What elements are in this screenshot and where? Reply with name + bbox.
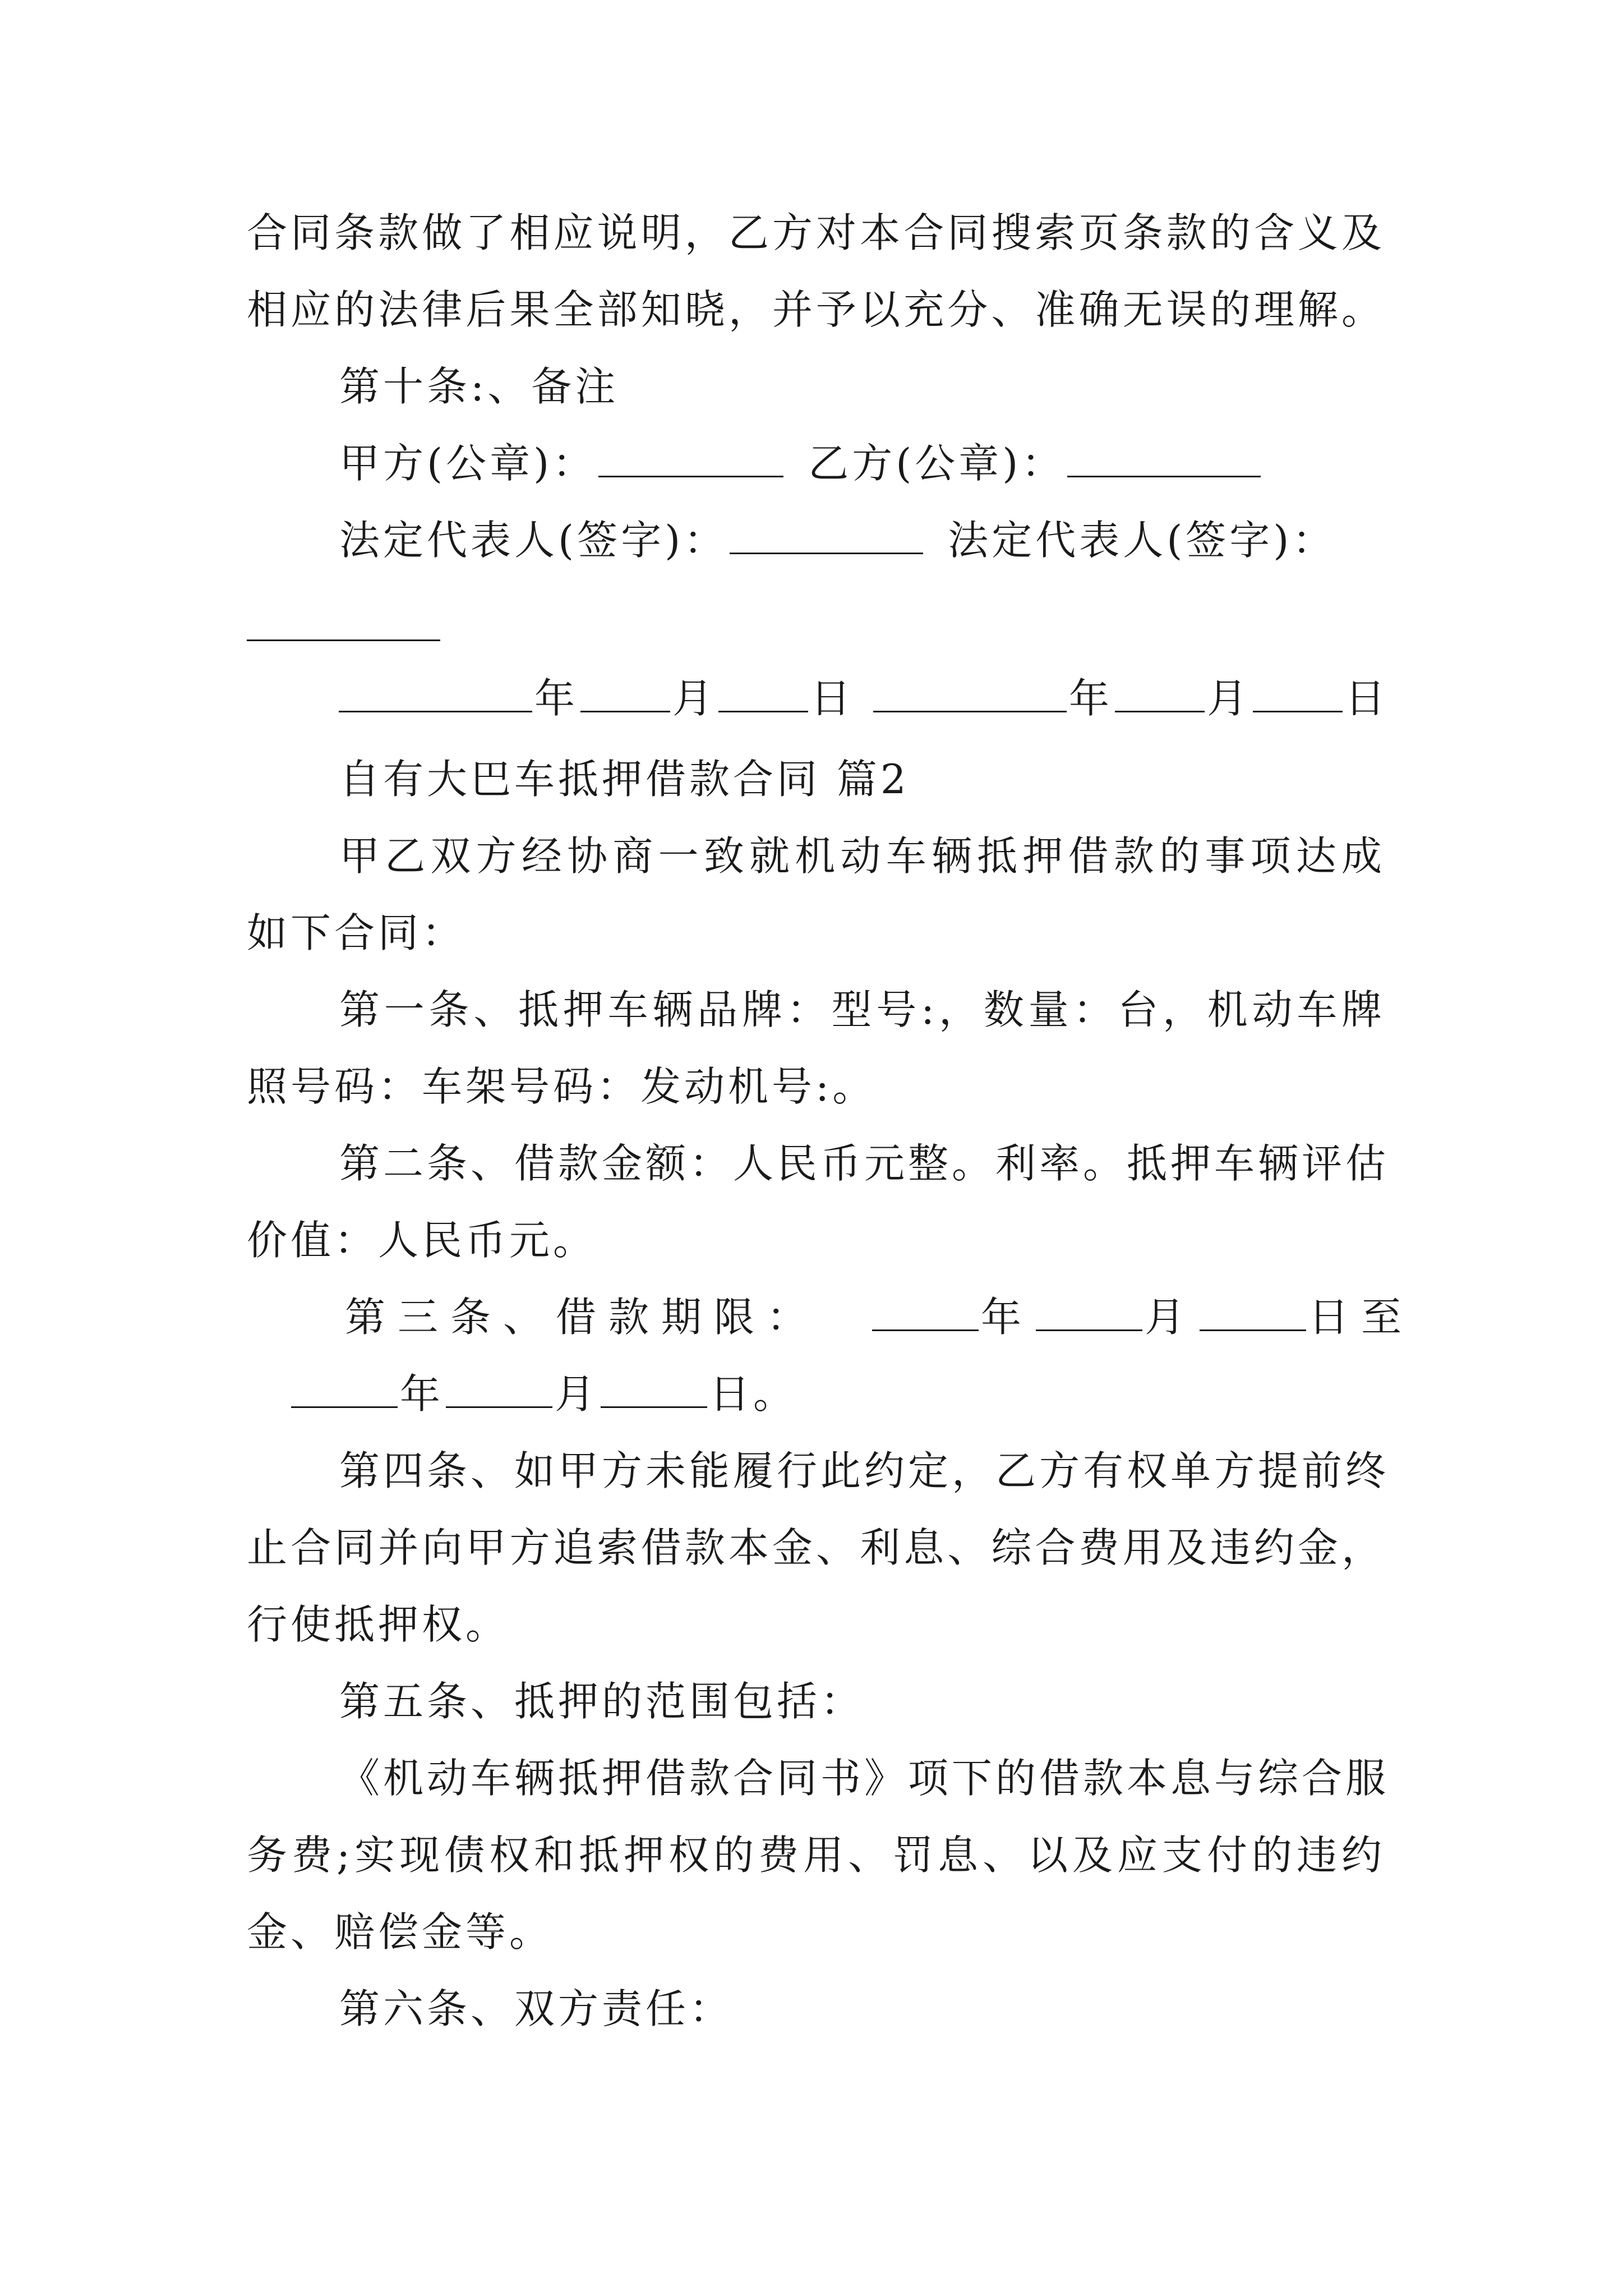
date-b-day-blank[interactable] — [1253, 671, 1343, 712]
term-end-year-blank[interactable] — [291, 1367, 398, 1408]
date-b-month-blank[interactable] — [1115, 671, 1205, 712]
article-4-line: 第四条、如甲方未能履行此约定，乙方有权单方提前终 — [339, 1447, 1390, 1494]
term-end-month: 月 — [555, 1370, 599, 1418]
article-6-heading: 第六条、双方责任： — [339, 1985, 734, 2032]
date-b-month: 月 — [1207, 675, 1251, 722]
article-2-line: 第二条、借款金额：人民币元整。利率。抵押车辆评估 — [339, 1140, 1390, 1187]
term-start-month-blank[interactable] — [1036, 1290, 1142, 1331]
term-start-day: 日至 — [1308, 1294, 1414, 1341]
date-line — [336, 670, 1389, 726]
section-title: 自有大巴车抵押借款合同 篇2 — [339, 756, 910, 803]
term-end-month-blank[interactable] — [446, 1367, 552, 1408]
article-3-line — [289, 1366, 797, 1422]
term-start-month: 月 — [1145, 1294, 1198, 1341]
article-4-line: 行使抵押权。 — [247, 1601, 510, 1648]
date-b-year: 年 — [1069, 675, 1113, 722]
article-5-line: 第五条、抵押的范围包括： — [339, 1678, 865, 1725]
paragraph-line: 甲乙双方经协商一致就机动车辆抵押借款的事项达成 — [339, 832, 1385, 880]
article-1-line: 照号码：车架号码：发动机号:。 — [247, 1063, 877, 1110]
article-3-label: 第三条、借款期限： — [345, 1294, 820, 1341]
date-a-month: 月 — [672, 675, 717, 722]
article-5-line: 务费;实现债权和抵押权的费用、罚息、以及应支付的违约 — [247, 1832, 1385, 1879]
term-start-day-blank[interactable] — [1200, 1290, 1306, 1331]
paragraph-line: 相应的法律后果全部知晓，并予以充分、准确无误的理解。 — [247, 286, 1385, 333]
article-5-line: 金、赔偿金等。 — [247, 1908, 554, 1955]
paragraph-line: 合同条款做了相应说明，乙方对本合同搜索页条款的含义及 — [247, 209, 1385, 256]
article-3-line — [345, 1289, 1414, 1345]
article-1-line: 第一条、抵押车辆品牌：型号:，数量：台，机动车牌 — [339, 986, 1385, 1033]
term-end-day-blank[interactable] — [601, 1367, 707, 1408]
article-5-line: 《机动车辆抵押借款合同书》项下的借款本息与综合服 — [339, 1755, 1390, 1802]
date-a-year-blank[interactable] — [339, 671, 532, 712]
date-b-year-blank[interactable] — [873, 671, 1067, 712]
paragraph-line: 如下合同： — [247, 909, 466, 956]
party-a-seal-label: 甲方(公章)： — [339, 440, 597, 487]
party-a-seal-blank[interactable] — [598, 436, 783, 477]
party-b-seal-label: 乙方(公章)： — [808, 440, 1066, 487]
party-a-rep-blank[interactable] — [730, 513, 923, 554]
article-10-heading: 第十条:、备注 — [339, 363, 619, 410]
date-b-day: 日 — [1345, 675, 1389, 722]
party-b-rep-blank-wrapped[interactable] — [247, 639, 440, 641]
seal-line — [339, 435, 1263, 491]
party-b-seal-blank[interactable] — [1067, 436, 1261, 477]
date-a-month-blank[interactable] — [580, 671, 670, 712]
article-2-line: 价值：人民币元。 — [247, 1217, 597, 1264]
date-a-day: 日 — [810, 675, 855, 722]
party-a-rep-label: 法定代表人(签字)： — [339, 517, 728, 564]
term-start-year: 年 — [981, 1294, 1034, 1341]
date-a-day-blank[interactable] — [718, 671, 808, 712]
term-end-day: 日。 — [709, 1370, 797, 1418]
term-start-year-blank[interactable] — [872, 1290, 979, 1331]
article-4-line: 止合同并向甲方追索借款本金、利息、综合费用及违约金， — [247, 1524, 1385, 1571]
representative-line — [339, 512, 1336, 568]
term-end-year: 年 — [400, 1370, 444, 1418]
party-b-rep-label: 法定代表人(签字)： — [948, 517, 1336, 564]
date-a-year: 年 — [534, 675, 579, 722]
